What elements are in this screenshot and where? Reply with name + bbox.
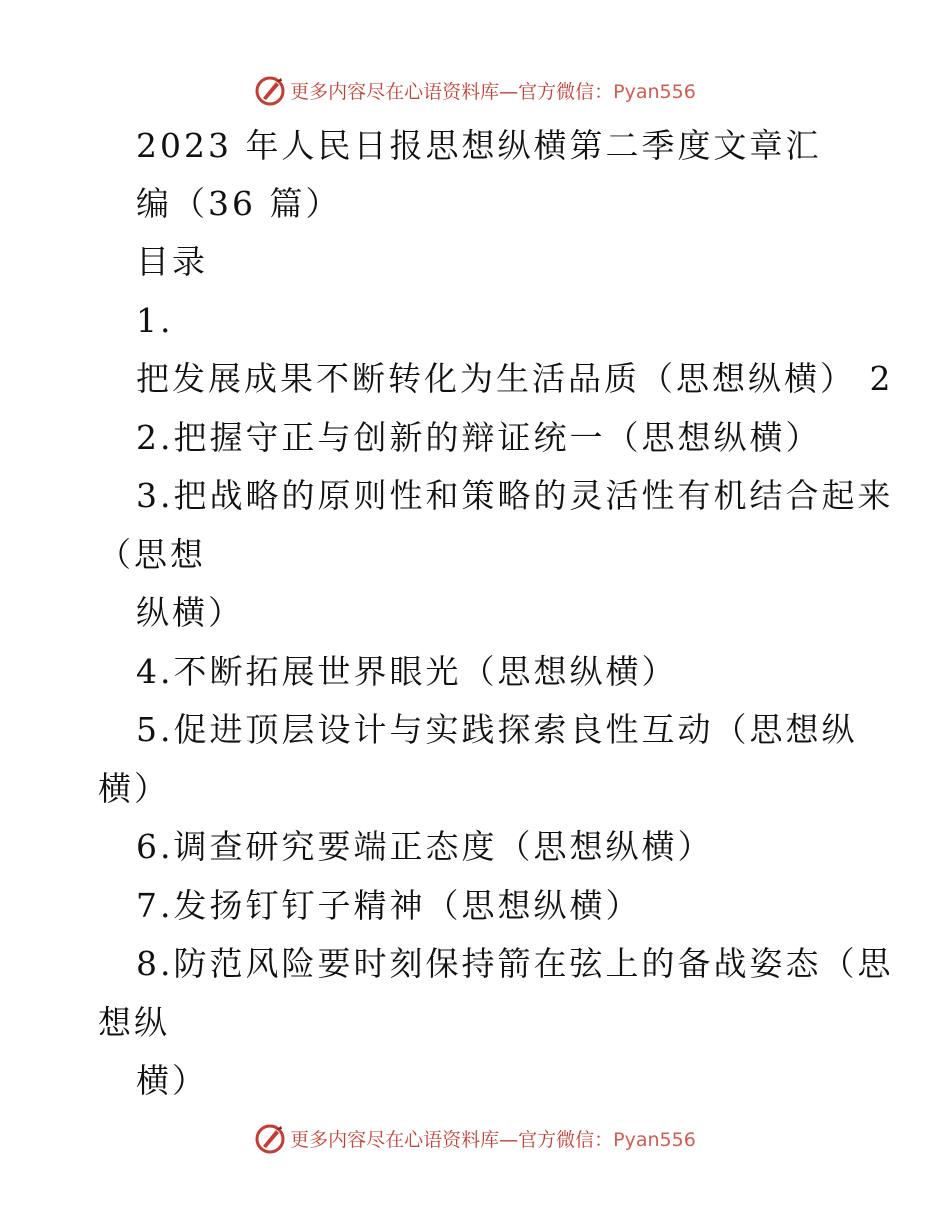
- watermark-banner-bottom: [0, 1118, 950, 1158]
- toc-item-3-cont-1: （思想: [98, 535, 206, 574]
- doc-title-line-2: 编（36 篇）: [136, 184, 342, 223]
- toc-item-5-cont: 横）: [98, 769, 170, 808]
- toc-item-6: 6.调查研究要端正态度（思想纵横）: [136, 827, 714, 866]
- watermark-wechat-id: Pyan556: [613, 80, 696, 103]
- toc-item-8: 8.防范风险要时刻保持箭在弦上的备战姿态（思: [136, 944, 894, 983]
- toc-item-1-number: 1.: [136, 301, 174, 340]
- watermark-wechat-id: Pyan556: [613, 1128, 696, 1151]
- toc-item-3: 3.把战略的原则性和策略的灵活性有机结合起来: [136, 476, 894, 515]
- toc-heading: 目录: [136, 242, 208, 281]
- watermark-text: 更多内容尽在心语资料库—官方微信：: [290, 1128, 614, 1151]
- toc-item-8-cont-2: 横）: [136, 1061, 208, 1100]
- toc-item-5: 5.促进顶层设计与实践探索良性互动（思想纵: [136, 710, 858, 749]
- toc-item-7: 7.发扬钉钉子精神（思想纵横）: [136, 886, 642, 925]
- toc-item-4: 4.不断拓展世界眼光（思想纵横）: [136, 652, 678, 691]
- toc-item-3-cont-2: 纵横）: [136, 593, 244, 632]
- toc-item-2: 2.把握守正与创新的辩证统一（思想纵横）: [136, 418, 822, 457]
- toc-item-8-cont-1: 想纵: [98, 1003, 170, 1042]
- pen-circle-logo-icon: [254, 1122, 286, 1154]
- watermark-text: 更多内容尽在心语资料库—官方微信：: [290, 80, 614, 103]
- doc-title-line-1: 2023 年人民日报思想纵横第二季度文章汇: [136, 126, 822, 165]
- toc-item-1-title: 把发展成果不断转化为生活品质（思想纵横） 2: [136, 359, 894, 398]
